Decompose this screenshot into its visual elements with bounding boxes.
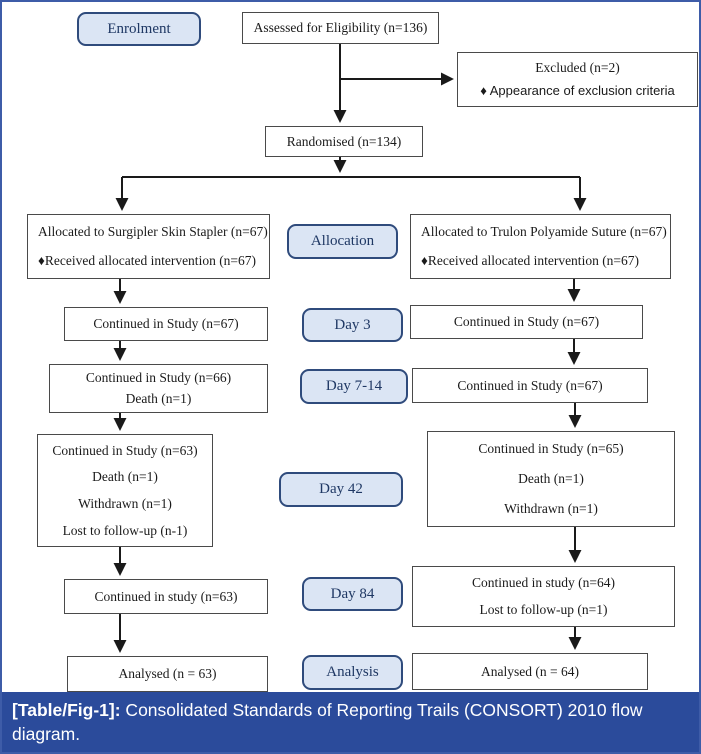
node-left-day42 (37, 434, 213, 547)
node-right-day3 (410, 305, 643, 339)
stage-label-day84: Day 84 (302, 577, 403, 611)
node-left-day84 (64, 579, 268, 614)
node-text: ♦Received allocated intervention (n=67) (421, 253, 640, 269)
node-text: Continued in Study (n=67) (453, 314, 600, 330)
node-left-day7-14 (49, 364, 268, 413)
node-text: Death (n=1) (518, 471, 584, 487)
node-text: Continued in Study (n=65) (478, 441, 624, 457)
node-text: Analysed (n = 64) (481, 663, 579, 679)
node-text: Analysed (n = 63) (118, 666, 217, 682)
node-text: Withdrawn (n=1) (78, 496, 172, 512)
node-right-analysed (412, 653, 648, 690)
stage-label-analysis: Analysis (302, 655, 403, 690)
node-text: Death (n=1) (92, 469, 158, 485)
node-randomised (265, 126, 423, 157)
stage-label-day7-14: Day 7-14 (300, 369, 408, 404)
node-excluded (457, 52, 698, 107)
node-right-day7-14 (412, 368, 648, 403)
node-left-day3 (64, 307, 268, 341)
node-text: Continued in study (n=64) (472, 574, 615, 590)
node-text: Allocated to Surgipler Skin Stapler (n=67) (38, 223, 268, 239)
stage-label-enrolment: Enrolment (77, 12, 201, 46)
node-text: Continued in study (n=63) (94, 588, 238, 604)
node-text: Withdrawn (n=1) (504, 501, 598, 517)
node-text: Death (n=1) (125, 391, 192, 407)
node-text: Continued in Study (n=67) (457, 377, 603, 393)
node-text: ♦ Appearance of exclusion criteria (480, 83, 675, 99)
figure-caption-text: Consolidated Standards of Reporting Trails (CONSORT) 2010 flow diagram. (12, 700, 643, 744)
figure-caption (0, 692, 701, 754)
node-assessed (242, 12, 439, 44)
stage-label-allocation: Allocation (287, 224, 398, 259)
node-right-day84 (412, 566, 675, 627)
node-text: ♦Received allocated intervention (n=67) (38, 253, 257, 269)
figure-caption-label: [Table/Fig-1]: (12, 700, 121, 720)
node-text: Assessed for Eligibility (n=136) (253, 20, 428, 36)
node-text: Allocated to Trulon Polyamide Suture (n=67) (421, 223, 667, 239)
node-left-allocation (27, 214, 270, 279)
node-text: Randomised (n=134) (286, 133, 402, 149)
node-right-allocation (410, 214, 671, 279)
node-text: Continued in Study (n=66) (85, 369, 232, 385)
node-text: Lost to follow-up (n=1) (479, 602, 608, 618)
node-text: Continued in Study (n=63) (52, 442, 198, 458)
node-text: Excluded (n=2) (535, 59, 620, 75)
node-right-day42 (427, 431, 675, 527)
stage-label-day42: Day 42 (279, 472, 403, 507)
node-text: Lost to follow-up (n-1) (62, 522, 188, 538)
node-left-analysed (67, 656, 268, 692)
stage-label-day3: Day 3 (302, 308, 403, 342)
node-text: Continued in Study (n=67) (93, 316, 239, 332)
